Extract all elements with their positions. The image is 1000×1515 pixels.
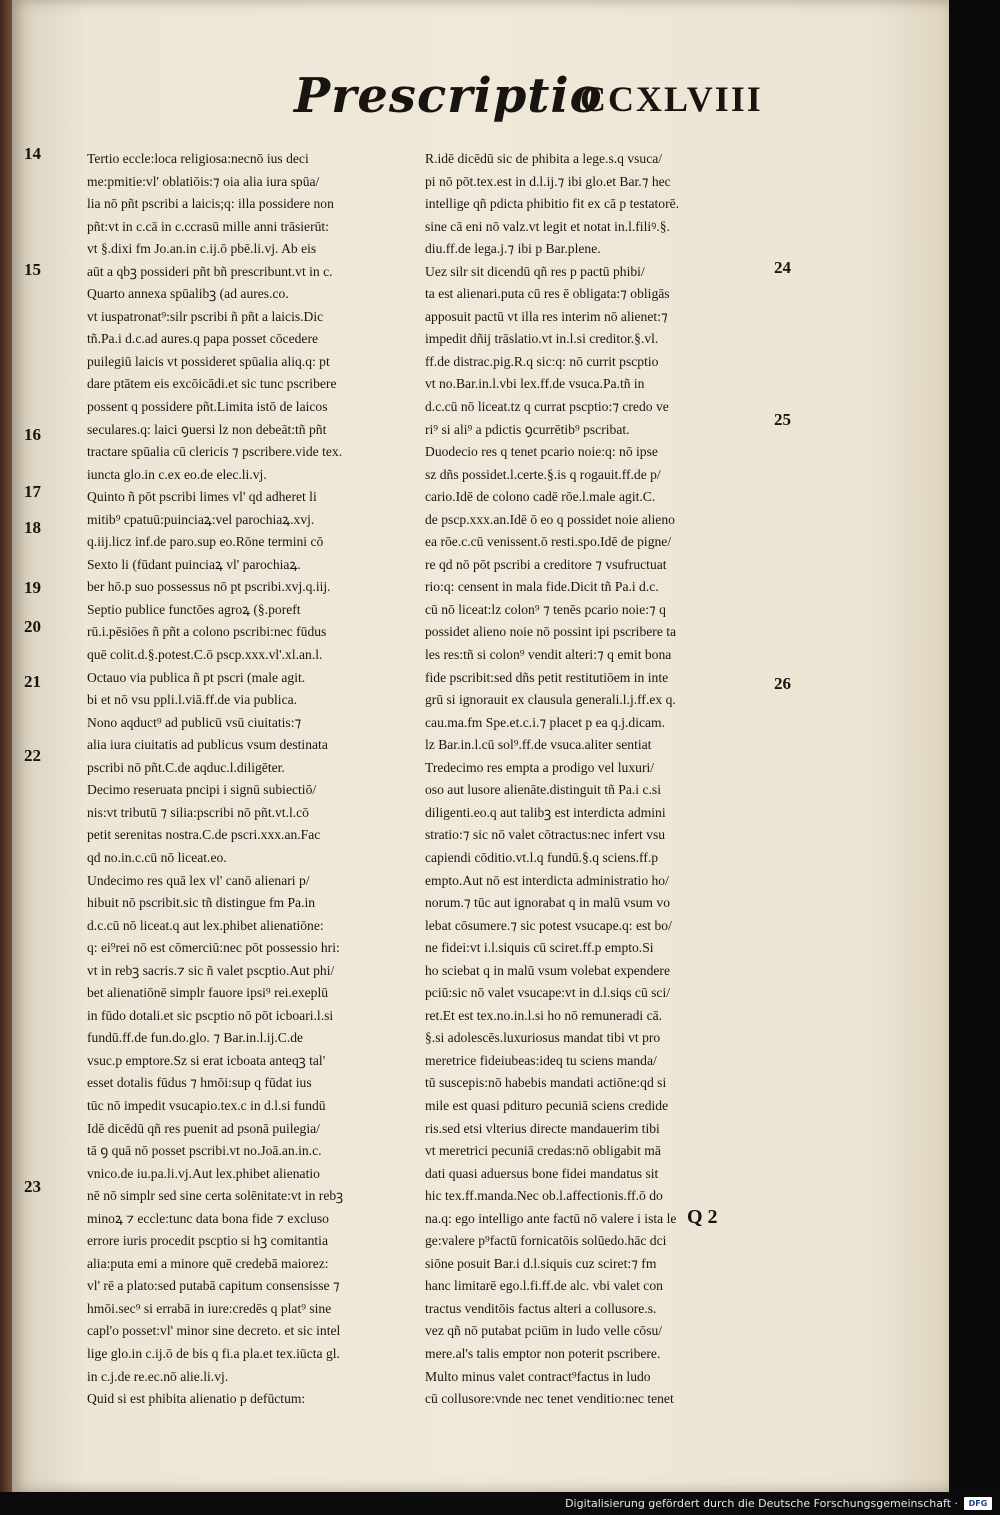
text-line: Quarto annexa spūalibꝫ (ad aures.co. xyxy=(87,286,289,302)
text-line: sine cā eni nō valz.vt legit et notat in.l.filiꝰ.§. xyxy=(425,218,670,234)
text-line: de pscp.xxx.an.Idē ō eo q possidet noie alieno xyxy=(425,511,675,527)
signature-mark: Q 2 xyxy=(687,1206,718,1228)
text-line: oso aut lusore alienāte.distinguit tñ Pa.i c.si xyxy=(425,782,661,798)
text-line: ff.de distrac.pig.R.q sic:q: nō currit pscptio xyxy=(425,353,659,369)
text-line: mitib⁹ cpatuū:puinciaꝝ:vel parochiaꝝ.xvj. xyxy=(87,511,315,527)
text-line: d.c.cū nō liceat.q aut lex.phibet alienatiōne: xyxy=(87,917,324,933)
text-line: ber hō.p suo possessus nō pt pscribi.xvj.q.iij. xyxy=(87,579,331,595)
text-line: capiendi cōditio.vt.l.q fundū.§.q sciens.ff.p xyxy=(425,849,659,865)
text-line: vt meretrici pecuniā credas:nō obligabit mā xyxy=(425,1143,661,1159)
text-line: diligenti.eo.q aut talibꝫ est interdicta admini xyxy=(425,804,666,820)
margin-number: 18 xyxy=(24,518,41,537)
text-line: Duodecio res q tenet pcario noie:q: nō ipse xyxy=(425,444,658,460)
text-line: pciū:sic nō valet vsucape:vt in d.l.siqs cū sci/ xyxy=(425,985,671,1001)
text-line: iuncta glo.in c.ex eo.de elec.li.vj. xyxy=(87,466,267,482)
text-line: esset dotalis fūdus ⁊ hmōi:sup q fūdat ius xyxy=(87,1075,312,1091)
text-line: mere.al's talis emptor non poterit pscribere. xyxy=(425,1345,661,1361)
text-line: vt §.dixi fm Jo.an.in c.ij.ō pbē.li.vj. Ab eis xyxy=(87,241,317,257)
margin-number: 19 xyxy=(24,578,41,597)
text-line: vt iuspatronat⁹:silr pscribi ñ pñt a laicis.Dic xyxy=(87,308,324,324)
text-line: stratio:⁊ sic nō valet cōtractus:nec infert vsu xyxy=(425,827,666,843)
text-line: norum.⁊ tūc aut ignorabat q in malū vsum vo xyxy=(425,895,670,911)
text-line: sz dñs possidet.l.certe.§.is q rogauit.ff.de p/ xyxy=(425,466,661,482)
text-line: nis:vt tributū ⁊ silia:pscribi nō pñt.vt.l.cō xyxy=(87,804,309,820)
text-line: q.iij.licz inf.de paro.sup eo.Rōne termini cō xyxy=(87,534,324,550)
text-line: d.c.cū nō liceat.tz q currat pscptio:⁊ credo ve xyxy=(425,399,669,415)
text-line: puilegiū laicis vt possideret spūalia aliq.q: pt xyxy=(87,353,330,369)
dfg-logo: DFG xyxy=(964,1497,992,1510)
text-line: meretrice fideiubeas:ideq tu sciens manda/ xyxy=(425,1052,657,1068)
page-title: Prescriptio xyxy=(294,68,603,124)
text-line: Nono aqduct⁹ ad publicū vsū ciuitatis:⁊ xyxy=(87,714,302,730)
text-line: dati quasi aduersus bone fidei mandatus sit xyxy=(425,1165,659,1181)
text-line: possidet alieno noie nō possint ipi pscribere ta xyxy=(425,624,677,640)
margin-number: 17 xyxy=(24,482,41,501)
text-line: hmōi.sec⁹ si errabā in iure:credēs q plat⁹ sine xyxy=(87,1300,332,1316)
text-line: errore iuris procedit pscptio si hꝫ comitantia xyxy=(87,1233,328,1249)
text-line: lia nō pñt pscribi a laicis;q: illa possidere non xyxy=(87,196,334,212)
text-line: na.q: ego intelligo ante factū nō valere i ista le xyxy=(425,1210,677,1226)
text-line: Decimo reseruata pncipi i signū subiectiō/ xyxy=(87,782,317,798)
text-line: siōne posuit Bar.i d.l.siquis cuz sciret:⁊ fm xyxy=(425,1255,657,1271)
text-line: §.si adolescēs.luxuriosus mandat tibi vt pro xyxy=(425,1030,661,1046)
text-line: ea rōe.c.cū venissent.ō resti.spo.Idē de pigne/ xyxy=(425,534,672,550)
text-line: tractus venditōis factus alteri a collusore.s. xyxy=(425,1300,657,1316)
folio-number: CCXLVIII xyxy=(580,79,763,119)
text-line: hanc limitarē ego.l.fi.ff.de alc. vbi valet con xyxy=(425,1278,663,1294)
text-line: cario.Idē de colono cadē rōe.l.male agit.C. xyxy=(425,489,656,505)
text-line: grū si ignorauit ex clausula generali.l.j.ff.ex q. xyxy=(425,692,676,708)
text-line: impedit dñij trāslatio.vt in.l.si creditor.§.vl. xyxy=(425,331,659,347)
text-line: possent q possidere pñt.Limita istō de laicos xyxy=(87,399,328,415)
text-line: Tredecimo res empta a prodigo vel luxuri/ xyxy=(425,759,655,775)
text-line: lige glo.in c.ij.ō de bis q fi.a pla.et tex.iūcta gl. xyxy=(87,1345,340,1361)
text-line: Octauo via publica ñ pt pscri (male agit. xyxy=(87,669,306,685)
text-line: in fūdo dotali.et sic pscptio nō pōt icboari.l.si xyxy=(87,1007,334,1023)
text-line: pscribi nō pñt.C.de aqduc.l.diligēter. xyxy=(87,759,285,775)
text-line: ri⁹ si ali⁹ a pdictis ꝯcurrētib⁹ pscribat. xyxy=(425,421,630,437)
text-line: me:pmitie:vl' oblatiōis:⁊ oia alia iura spūa/ xyxy=(87,173,320,189)
page-sheet xyxy=(12,0,949,1492)
text-line: petit serenitas nostra.C.de pscri.xxx.an.Fac xyxy=(87,827,321,843)
text-line: tractare spūalia cū clericis ⁊ pscribere.vide tex. xyxy=(87,444,343,460)
text-line: quē colit.d.§.potest.C.ō pscp.xxx.vl'.xl.an.l. xyxy=(87,647,323,663)
text-line: les res:tñ si colon⁹ vendit alteri:⁊ q emit bona xyxy=(425,647,672,663)
text-line: Sexto li (fūdant puinciaꝝ vl' parochiaꝝ. xyxy=(87,556,301,572)
text-line: alia:puta emi a minore quē credebā maiorez: xyxy=(87,1255,329,1271)
text-line: vnico.de iu.pa.li.vj.Aut lex.phibet alienatio xyxy=(87,1165,320,1181)
text-line: lz Bar.in.l.cū sol⁹.ff.de vsuca.aliter sentiat xyxy=(425,737,652,753)
text-line: tā ꝯ quā nō posset pscribi.vt no.Joā.an.in.c. xyxy=(87,1143,322,1159)
text-line: ta est alienari.puta cū res ē obligata:⁊ obligās xyxy=(425,286,670,302)
margin-number: 25 xyxy=(774,410,791,429)
text-line: q: ei⁹rei nō est cōmerciū:nec pōt possessio hri: xyxy=(87,940,340,956)
text-line: Quinto ñ pōt pscribi limes vl' qd adheret li xyxy=(87,489,317,505)
text-line: hibuit nō pscribit.sic tñ distingue fm Pa.in xyxy=(87,895,316,911)
text-line: cau.ma.fm Spe.et.c.i.⁊ placet p ea q.j.dicam. xyxy=(425,714,666,730)
text-line: re qd nō pōt pscribi a creditore ⁊ vsufructuat xyxy=(425,556,667,572)
text-line: vt no.Bar.in.l.vbi lex.ff.de vsuca.Pa.tñ in xyxy=(425,376,645,392)
text-line: minoꝝ ⁊ eccle:tunc data bona fide ⁊ excluso xyxy=(87,1210,329,1226)
page-edge xyxy=(949,0,1000,1492)
text-line: vsuc.p emptore.Sz si erat icboata anteqꝫ tal' xyxy=(87,1052,326,1068)
text-line: dare ptātem eis excōicādi.et sic tunc pscribere xyxy=(87,376,337,392)
footer-credit: Digitalisierung gefördert durch die Deutsche Forschungsgemeinschaft · xyxy=(565,1497,958,1510)
text-line: apposuit pactū vt illa res interim nō alienet:⁊ xyxy=(425,308,668,324)
text-line: Uez silr sit dicendū qñ res p pactū phibi/ xyxy=(425,263,645,279)
text-line: rio:q: censent in mala fide.Dicit tñ Pa.i d.c. xyxy=(425,579,659,595)
text-line: empto.Aut nō est interdicta administratio ho/ xyxy=(425,872,669,888)
text-line: bi et nō vsu ppli.l.viā.ff.de via publica. xyxy=(87,692,298,708)
text-line: Tertio eccle:loca religiosa:necnō ius deci xyxy=(87,151,309,166)
text-line: in c.j.de re.ec.nō alie.li.vj. xyxy=(87,1368,229,1384)
text-line: Idē dicēdū qñ res puenit ad psonā puilegia/ xyxy=(87,1120,320,1136)
margin-number: 16 xyxy=(24,425,41,444)
margin-number: 21 xyxy=(24,672,41,691)
text-line: Multo minus valet contract⁹factus in ludo xyxy=(425,1368,651,1384)
right-text-column xyxy=(425,148,775,1411)
text-line: cū nō liceat:lz colon⁹ ⁊ tenēs pcario noie:⁊ q xyxy=(425,601,666,617)
text-line: ho sciebat q in malū vsum volebat expendere xyxy=(425,962,670,978)
text-line: diu.ff.de lega.j.⁊ ibi p Bar.plene. xyxy=(425,241,601,257)
text-line: vez qñ nō putabat pciūm in ludo velle cōsu/ xyxy=(425,1323,663,1339)
text-line: hic tex.ff.manda.Nec ob.l.affectionis.ff.ō do xyxy=(425,1188,663,1204)
margin-number: 22 xyxy=(24,746,41,765)
text-line: nē nō simplr sed sine certa solēnitate:vt in rebꝫ xyxy=(87,1188,344,1204)
margin-number: 23 xyxy=(24,1177,41,1196)
text-line: cū collusore:vnde nec tenet venditio:nec tenet xyxy=(425,1391,674,1407)
text-line: ne fidei:vt i.l.siquis cū sciret.ff.p empto.Si xyxy=(425,940,654,956)
margin-number: 24 xyxy=(774,258,791,277)
text-line: R.idē dicēdū sic de phibita a lege.s.q vsuca/ xyxy=(425,151,663,166)
text-line: alia iura ciuitatis ad publicus vsum destinata xyxy=(87,737,328,753)
text-line: tūc nō impedit vsucapio.tex.c in d.l.si fundū xyxy=(87,1097,326,1113)
text-line: ret.Et est tex.no.in.l.si ho nō remuneradi cā. xyxy=(425,1007,663,1023)
text-line: fundū.ff.de fun.do.glo. ⁊ Bar.in.l.ij.C.de xyxy=(87,1030,304,1046)
text-line: vl' rē a plato:sed putabā capitum consensisse ⁊ xyxy=(87,1278,340,1294)
margin-number: 26 xyxy=(774,674,791,693)
left-text-column xyxy=(87,148,417,1411)
text-line: Quid si est phibita alienatio p defūctum: xyxy=(87,1391,306,1407)
text-line: rū.i.pēsiōes ñ pñt a colono pscribi:nec fūdus xyxy=(87,624,327,640)
text-line: fide pscribit:sed dñs petit restitutiōem in inte xyxy=(425,669,669,685)
text-line: intellige qñ pdicta phibitio fit ex cā p testatorē. xyxy=(425,196,680,212)
text-line: ris.sed etsi vlterius directe mandauerim tibi xyxy=(425,1120,660,1136)
text-line: bet alienatiōnē simplr fauore ipsi⁹ rei.exeplū xyxy=(87,985,329,1001)
text-line: mile est quasi pdituro pecuniā sciens credide xyxy=(425,1097,669,1113)
margin-number: 14 xyxy=(24,144,41,163)
text-line: vt in rebꝫ sacris.⁊ sic ñ valet pscptio.Aut phi/ xyxy=(87,962,335,978)
text-line: capl'o posset:vl' minor sine decreto. et sic intel xyxy=(87,1323,341,1339)
text-line: tñ.Pa.i d.c.ad aures.q papa posset cōcedere xyxy=(87,331,319,347)
text-line: pñt:vt in c.cā in c.ccrasū mille anni trāsierūt: xyxy=(87,218,329,234)
text-line: qd no.in.c.cū nō liceat.eo. xyxy=(87,849,227,865)
text-line: tū suscepis:nō habebis mandati actiōne:qd si xyxy=(425,1075,667,1091)
text-line: seculares.q: laici ꝯuersi lz non debeāt:tñ pñt xyxy=(87,421,327,437)
text-line: ge:valere p⁹factū fornicatōis solūedo.hāc dci xyxy=(425,1233,667,1249)
text-line: pi nō pōt.tex.est in d.l.ij.⁊ ibi glo.et Bar.⁊ hec xyxy=(425,173,671,189)
margin-number: 20 xyxy=(24,617,41,636)
text-line: aūt a qbꝫ possideri pñt bñ prescribunt.vt in c. xyxy=(87,263,333,279)
text-line: lebat cōsumere.⁊ sic potest vsucape.q: est bo/ xyxy=(425,917,672,933)
text-line: Septio publice functōes agroꝝ (§.poreft xyxy=(87,601,301,617)
text-line: Undecimo res quā lex vl' canō alienari p/ xyxy=(87,872,310,888)
margin-number: 15 xyxy=(24,260,41,279)
